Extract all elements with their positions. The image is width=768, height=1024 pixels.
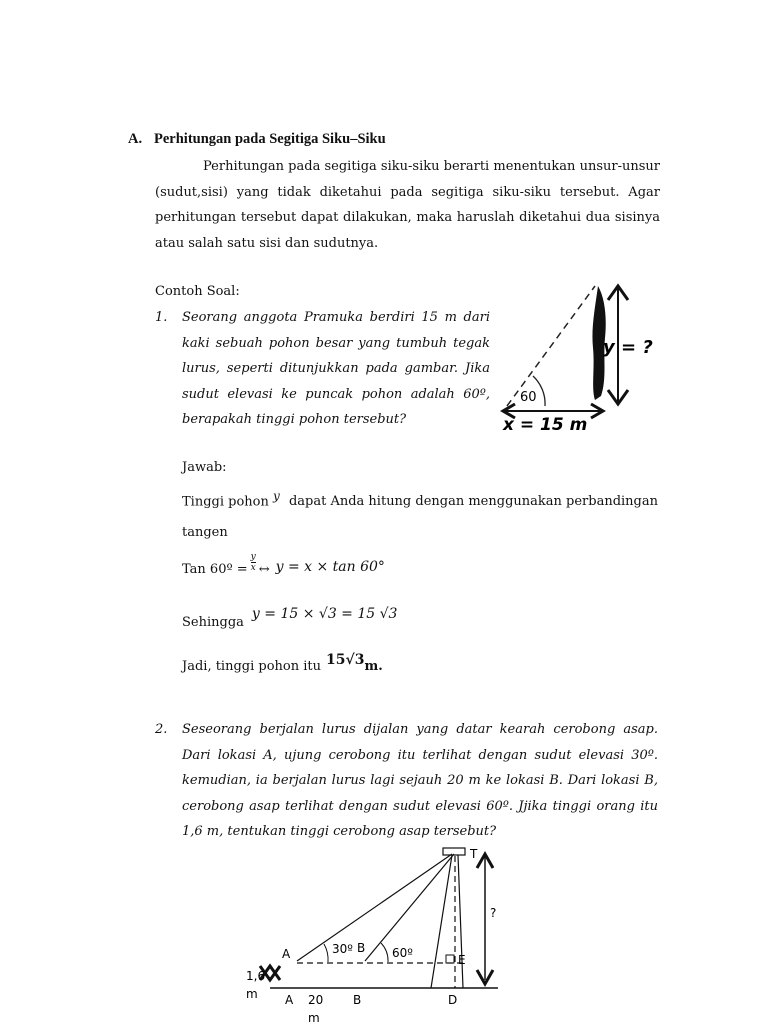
label-question: ?	[490, 906, 497, 920]
problem1-number: 1.	[155, 310, 168, 325]
intro-paragraph	[155, 154, 660, 256]
answer-line	[182, 489, 658, 509]
sight-line-A	[297, 854, 452, 961]
label-ground-D: D	[448, 993, 458, 1007]
label-angle-60: 60º	[392, 946, 413, 960]
answer-post: dapat Anda hitung dengan menggunakan perbandingan	[288, 494, 658, 510]
tan-prefix: Tan 60º =	[182, 562, 248, 577]
conclusion-line	[182, 652, 383, 674]
line-of-sight	[507, 286, 595, 406]
section-letter: A.	[128, 131, 143, 147]
angle-label: 60	[520, 390, 537, 405]
tan-arrow: ↔	[258, 562, 270, 577]
conclusion-pre: Jadi, tinggi pohon itu	[182, 659, 322, 674]
tan-fraction	[251, 552, 256, 573]
label-ground-A: A	[285, 993, 294, 1007]
problem2-text: Seseorang berjalan lurus dijalan yang datar kearah cerobong asap. Dari lokasi A, ujung cerobong itu terlihat dengan sudut elevasi 30º. kemudian, ia berjalan lurus lagi sejauh 20 m ke lokasi B. Dari lokasi B, cerobong asap terlihat dengan sudut elevasi 60º. Jjika tinggi orang itu 1,6 m, tentukan tinggi cerobong asap tersebut?	[182, 722, 658, 839]
label-E: E	[458, 953, 466, 967]
problem2-number: 2.	[155, 722, 168, 737]
sehingga-label: Sehingga	[182, 615, 244, 630]
label-T: T	[470, 847, 478, 861]
section-title: Perhitungan pada Segitiga Siku–Siku	[154, 131, 386, 147]
chimney-figure	[240, 842, 510, 1024]
section-heading	[128, 131, 386, 148]
chimney-left	[431, 855, 452, 988]
intro-text: Perhitungan pada segitiga siku-siku berarti menentukan unsur-unsur (sudut,sisi) yang tidak diketahui pada segitiga siku-siku tersebut. Agar perhitungan tersebut dapat dilakukan, maka haruslah diketahui dua sisinya atau salah satu sisi dan sudutnya.	[155, 159, 660, 251]
chimney-top	[443, 848, 465, 855]
sehingga-formula: y = 15 × √3 = 15 √3	[251, 606, 398, 622]
label-eye-B: B	[357, 941, 366, 955]
sight-line-B	[365, 854, 454, 961]
conclusion-value: 15√3	[326, 652, 365, 668]
tan-num: y	[250, 552, 256, 562]
base-label: x = 15 m	[503, 415, 588, 435]
conclusion-unit: m.	[364, 659, 383, 674]
height-label: y = ?	[603, 337, 653, 358]
label-height: 1,6 m	[246, 969, 266, 1001]
sehingga-line	[182, 606, 398, 630]
right-angle-mark	[446, 955, 454, 963]
label-angle-30: 30º	[332, 942, 353, 956]
arc-60	[381, 943, 388, 962]
chimney-right	[458, 855, 463, 988]
tan-formula: y = x × tan 60°	[275, 558, 385, 575]
answer-var: y	[273, 489, 280, 503]
tan-equation	[182, 548, 385, 577]
problem1-text: Seorang anggota Pramuka berdiri 15 m dari kaki sebuah pohon besar yang tumbuh tegak lurus, seperti ditunjukkan pada gambar. Jika sudut elevasi ke puncak pohon adalah 60º, berapakah tinggi pohon tersebut?	[182, 310, 490, 427]
tree-figure	[495, 278, 685, 438]
answer-pre: Tinggi pohon $^y$	[182, 489, 280, 510]
arc-30	[324, 944, 328, 962]
answer-label: Jawab:	[182, 460, 227, 475]
label-ground-B: B	[353, 993, 362, 1007]
tan-den: x	[250, 563, 256, 573]
example-label: Contoh Soal:	[155, 284, 240, 299]
label-distance: 20 m	[308, 993, 324, 1024]
label-eye-A: A	[282, 947, 291, 961]
answer-line2: tangen	[182, 525, 228, 540]
